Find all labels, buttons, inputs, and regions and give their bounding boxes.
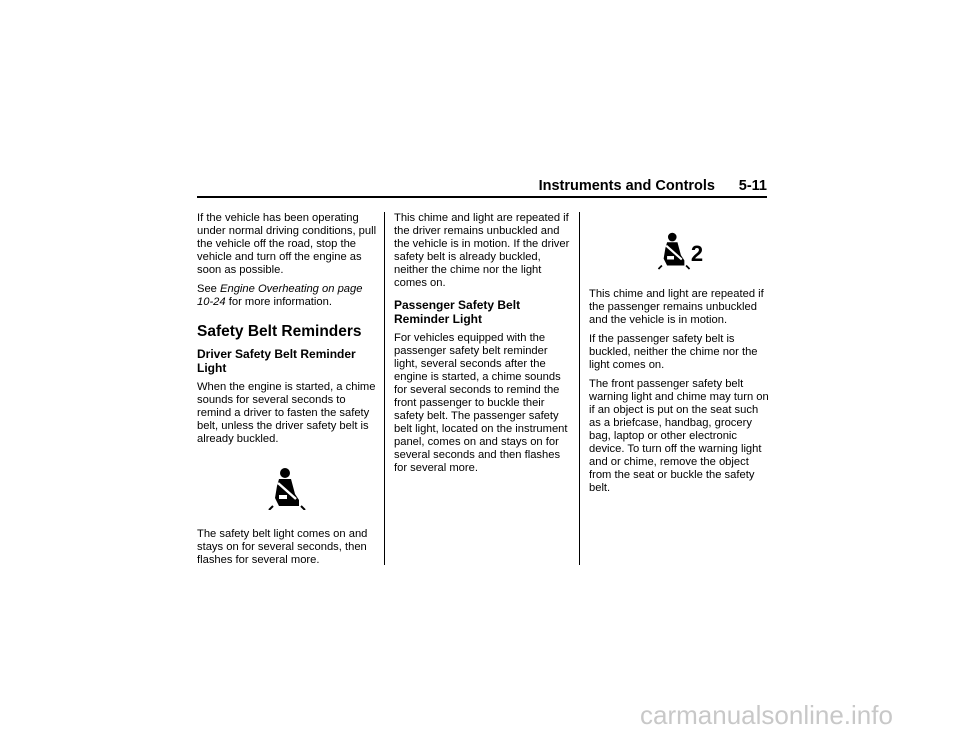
column-1 bbox=[197, 212, 377, 573]
watermark: carmanualsonline.info bbox=[640, 700, 893, 730]
paragraph: This chime and light are repeated if the driver remains unbuckled and the vehicle is in motion. If the driver safety belt is already buckled, neither the chime nor the light comes on. bbox=[394, 212, 570, 289]
section-title: Instruments and Controls bbox=[538, 178, 715, 194]
column-3 bbox=[589, 212, 769, 501]
paragraph: This chime and light are repeated if the passenger remains unbuckled and the vehicle is in motion. bbox=[589, 288, 764, 326]
seatbelt-passenger-icon bbox=[655, 228, 693, 272]
section-heading: Safety Belt Reminders bbox=[197, 323, 362, 340]
xref-link[interactable]: Engine Overheating on page 10-24 bbox=[197, 283, 363, 308]
seatbelt-icon bbox=[265, 466, 309, 510]
subsection-heading: Passenger Safety Belt Reminder Light bbox=[394, 298, 521, 326]
paragraph: If the passenger safety belt is buckled, neither the chime nor the light comes on. bbox=[589, 333, 758, 371]
page-header bbox=[197, 178, 767, 196]
column-2 bbox=[394, 212, 574, 481]
header-rule bbox=[197, 196, 767, 198]
page-number: 5-11 bbox=[738, 178, 767, 194]
passenger-badge: 2 bbox=[690, 241, 704, 266]
column-divider-1 bbox=[384, 212, 385, 565]
passenger-belt-icon-area bbox=[589, 216, 769, 284]
subsection-heading: Driver Safety Belt Reminder Light bbox=[197, 347, 356, 375]
xref-suffix: for more information. bbox=[225, 296, 332, 308]
xref-prefix: See bbox=[197, 283, 221, 295]
paragraph: When the engine is started, a chime sounds for several seconds to remind a driver to fasten the safety belt, unless the driver safety belt is already buckled. bbox=[197, 381, 376, 445]
paragraph: The safety belt light comes on and stays on for several seconds, then flashes for several more. bbox=[197, 528, 368, 566]
column-divider-2 bbox=[579, 212, 580, 565]
driver-belt-icon-area bbox=[197, 452, 377, 524]
cross-reference bbox=[197, 283, 377, 309]
paragraph: The front passenger safety belt warning light and chime may turn on if an object is put on the seat such as a briefcase, handbag, grocery bag, laptop or other electronic device. To turn off the warning light and or chime, remove the object from the seat or buckle the safety belt. bbox=[589, 378, 769, 494]
paragraph: If the vehicle has been operating under normal driving conditions, pull the vehicle off the road, stop the vehicle and turn off the engine as soon as possible. bbox=[197, 212, 377, 276]
paragraph: For vehicles equipped with the passenger safety belt reminder light, several seconds after the engine is started, a chime sounds for several seconds to remind the front passenger to buckle their safety belt. The passenger safety belt light, located on the instrument panel, comes on and stays on for several seconds and then flashes for several more. bbox=[394, 332, 568, 474]
